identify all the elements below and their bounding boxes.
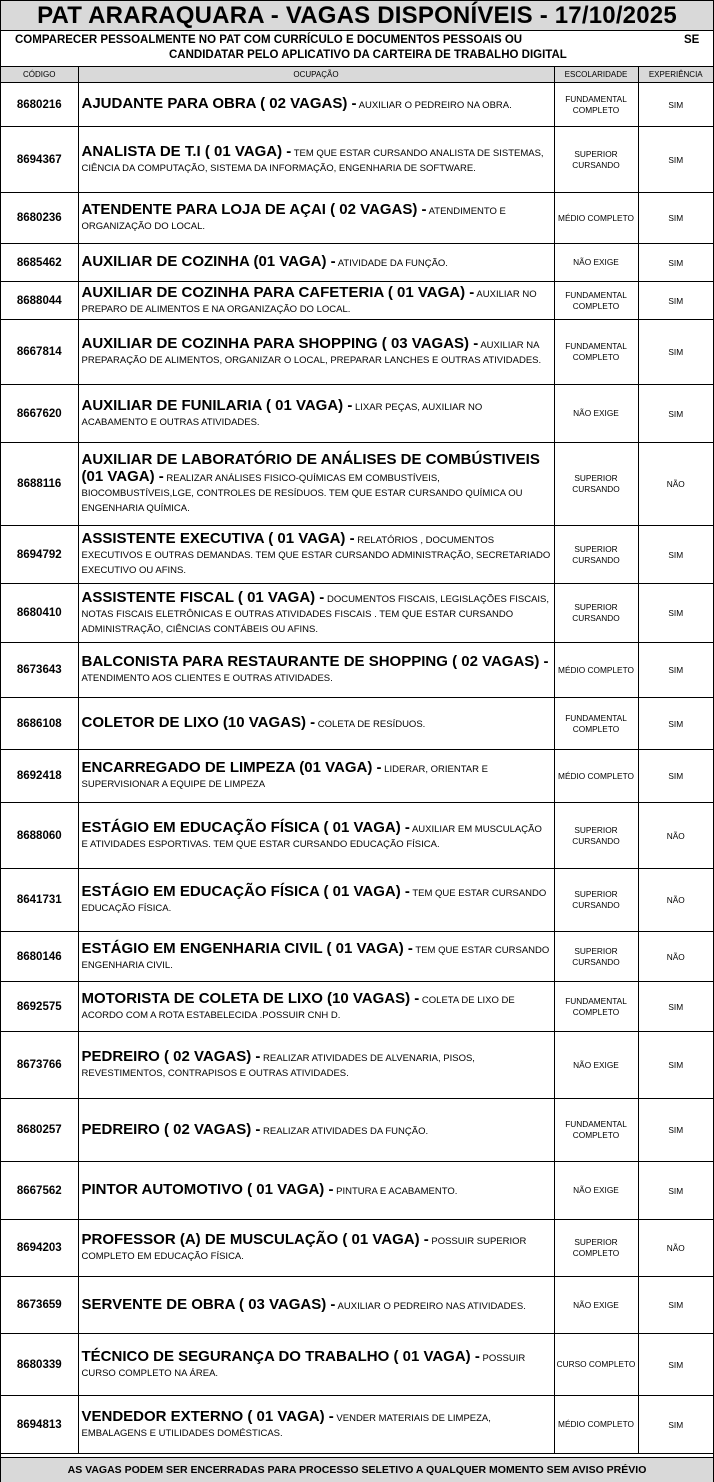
job-code: 8641731 (1, 869, 78, 932)
instruction-line-2: CANDIDATAR PELO APLICATIVO DA CARTEIRA DE TRABALHO DIGITAL (169, 49, 567, 61)
job-code: 8688044 (1, 282, 78, 320)
job-education: FUNDAMENTAL COMPLETO (554, 698, 638, 750)
job-code: 8673659 (1, 1277, 78, 1334)
table-row (1, 193, 713, 244)
job-occupation (78, 932, 554, 982)
job-description: LIXAR PEÇAS, AUXILIAR NO ACABAMENTO E OUTRAS ATIVIDADES. (81, 401, 483, 428)
job-description: AUXILIAR NA PREPARAÇÃO DE ALIMENTOS, ORGANIZAR O LOCAL, PREPARAR LANCHES E OUTRAS ATIVIDADES. (81, 340, 542, 366)
job-education: FUNDAMENTAL COMPLETO (554, 1099, 638, 1162)
job-occupation (78, 584, 554, 643)
job-experience: SIM (638, 1162, 713, 1220)
job-description: POSSUIR CURSO COMPLETO NA ÁREA. (81, 1352, 526, 1379)
footer-note: AS VAGAS PODEM SER ENCERRADAS PARA PROCESSO SELETIVO A QUALQUER MOMENTO SEM AVISO PRÉVIO (1, 1457, 713, 1482)
job-code: 8680339 (1, 1334, 78, 1396)
job-education: FUNDAMENTAL COMPLETO (554, 982, 638, 1032)
job-title: AUXILIAR DE COZINHA PARA SHOPPING ( 03 VAGAS) - (81, 335, 479, 352)
job-occupation (78, 127, 554, 193)
job-description: REALIZAR ATIVIDADES DE ALVENARIA, PISOS, REVESTIMENTOS, CONTRAPISOS E OUTRAS ATIVIDADES. (81, 1053, 475, 1079)
job-code: 8694203 (1, 1220, 78, 1277)
job-title: ASSISTENTE FISCAL ( 01 VAGA) - (81, 588, 325, 606)
job-experience: NÃO (638, 443, 713, 526)
job-description: ATENDIMENTO AOS CLIENTES E OUTRAS ATIVIDADES. (81, 673, 333, 684)
job-title: MOTORISTA DE COLETA DE LIXO (10 VAGAS) - (81, 989, 420, 1007)
table-header-row (1, 67, 713, 83)
job-description: ATIVIDADE DA FUNÇÃO. (335, 258, 448, 269)
job-title: BALCONISTA PARA RESTAURANTE DE SHOPPING ( 02 VAGAS) - (81, 653, 549, 670)
job-occupation (78, 698, 554, 750)
job-description: AUXILIAR O PEDREIRO NAS ATIVIDADES. (335, 1300, 526, 1312)
job-title: COLETOR DE LIXO (10 VAGAS) - (81, 714, 316, 731)
job-education: MÉDIO COMPLETO (554, 750, 638, 803)
job-title: ATENDENTE PARA LOJA DE AÇAI ( 02 VAGAS) - (81, 201, 427, 218)
job-occupation (78, 643, 554, 698)
job-description: ATENDIMENTO E ORGANIZAÇÃO DO LOCAL. (81, 206, 506, 232)
job-description: COLETA DE LIXO DE ACORDO COM A ROTA ESTABELECIDA .POSSUIR CNH D. (81, 994, 515, 1021)
job-experience: SIM (638, 385, 713, 443)
job-experience: SIM (638, 244, 713, 282)
column-header-experience: EXPERIÊNCIA (638, 67, 713, 83)
table-row (1, 320, 713, 385)
job-title: PINTOR AUTOMOTIVO ( 01 VAGA) - (81, 1181, 334, 1198)
page-title: PAT ARARAQUARA - VAGAS DISPONÍVEIS - 17/10/2025 (1, 1, 713, 31)
job-description: VENDER MATERIAIS DE LIMPEZA, EMBALAGENS E UTILIDADES DOMÉSTICAS. (81, 1412, 491, 1439)
job-education: FUNDAMENTAL COMPLETO (554, 282, 638, 320)
job-experience: SIM (638, 698, 713, 750)
job-education: NÃO EXIGE (554, 244, 638, 282)
job-title: AJUDANTE PARA OBRA ( 02 VAGAS) - (81, 95, 357, 112)
job-education: SUPERIOR CURSANDO (554, 443, 638, 526)
table-row (1, 443, 713, 526)
table-row (1, 1099, 713, 1162)
job-education: NÃO EXIGE (554, 1162, 638, 1220)
column-header-code: CÓDIGO (1, 67, 78, 83)
table-row (1, 385, 713, 443)
job-experience: SIM (638, 643, 713, 698)
job-experience: NÃO (638, 932, 713, 982)
table-row (1, 1277, 713, 1334)
job-description: TEM QUE ESTAR CURSANDO EDUCAÇÃO FÍSICA. (81, 888, 547, 914)
job-occupation (78, 385, 554, 443)
job-education: NÃO EXIGE (554, 1277, 638, 1334)
column-header-education: ESCOLARIDADE (554, 67, 638, 83)
job-code: 8688060 (1, 803, 78, 869)
job-education: SUPERIOR CURSANDO (554, 584, 638, 643)
job-title: PEDREIRO ( 02 VAGAS) - (81, 1120, 261, 1138)
job-education: NÃO EXIGE (554, 385, 638, 443)
job-code: 8694792 (1, 526, 78, 584)
job-education: FUNDAMENTAL COMPLETO (554, 83, 638, 127)
job-education: CURSO COMPLETO (554, 1334, 638, 1396)
job-description: LIDERAR, ORIENTAR E SUPERVISIONAR A EQUIPE DE LIMPEZA (81, 764, 488, 790)
job-occupation (78, 1099, 554, 1162)
job-occupation (78, 83, 554, 127)
job-code: 8680236 (1, 193, 78, 244)
job-education: MÉDIO COMPLETO (554, 193, 638, 244)
table-row (1, 1334, 713, 1396)
job-code: 8673643 (1, 643, 78, 698)
job-occupation (78, 869, 554, 932)
job-title: ASSISTENTE EXECUTIVA ( 01 VAGA) - (81, 530, 355, 547)
table-row (1, 1396, 713, 1454)
table-row (1, 750, 713, 803)
job-experience: SIM (638, 193, 713, 244)
job-code: 8692575 (1, 982, 78, 1032)
table-row (1, 282, 713, 320)
job-education: SUPERIOR CURSANDO (554, 127, 638, 193)
job-code: 8667814 (1, 320, 78, 385)
job-occupation (78, 982, 554, 1032)
table-row (1, 698, 713, 750)
table-row (1, 932, 713, 982)
job-description: AUXILIAR NO PREPARO DE ALIMENTOS E NA ORGANIZAÇÃO DO LOCAL. (81, 288, 537, 315)
job-code: 8685462 (1, 244, 78, 282)
job-experience: SIM (638, 750, 713, 803)
job-education: FUNDAMENTAL COMPLETO (554, 320, 638, 385)
table-row (1, 83, 713, 127)
instruction-se: SE (684, 34, 700, 46)
job-code: 8673766 (1, 1032, 78, 1099)
job-title: AUXILIAR DE FUNILARIA ( 01 VAGA) - (81, 396, 353, 414)
table-row (1, 244, 713, 282)
job-title: ESTÁGIO EM ENGENHARIA CIVIL ( 01 VAGA) - (81, 939, 413, 957)
job-occupation (78, 443, 554, 526)
job-description: RELATÓRIOS , DOCUMENTOS EXECUTIVOS E OUTRAS DEMANDAS. TEM QUE ESTAR CURSANDO ADMINISTRAÇÃO, SECRETARIADO EXECUTIVO OU AFINS. (81, 535, 551, 576)
job-education: SUPERIOR CURSANDO (554, 869, 638, 932)
job-experience: SIM (638, 1099, 713, 1162)
job-occupation (78, 193, 554, 244)
job-occupation (78, 244, 554, 282)
instructions (1, 31, 713, 67)
job-education: MÉDIO COMPLETO (554, 643, 638, 698)
job-experience: SIM (638, 282, 713, 320)
job-description: AUXILIAR O PEDREIRO NA OBRA. (356, 100, 512, 111)
job-education: MÉDIO COMPLETO (554, 1396, 638, 1454)
job-description: REALIZAR ANÁLISES FISICO-QUÍMICAS EM COMBUSTÍVEIS, BIOCOMBUSTÍVEIS,LGE, CONTROLES DE RESÍDUOS. TEM QUE ESTAR CURSANDO QUÍMICA OU ENGENHARIA QUÍMICA. (81, 473, 523, 514)
job-title: TÉCNICO DE SEGURANÇA DO TRABALHO ( 01 VAGA) - (81, 1347, 480, 1365)
job-experience: SIM (638, 1334, 713, 1396)
job-code: 8680216 (1, 83, 78, 127)
table-row (1, 127, 713, 193)
job-occupation (78, 320, 554, 385)
job-experience: SIM (638, 982, 713, 1032)
job-experience: SIM (638, 320, 713, 385)
job-title: ENCARREGADO DE LIMPEZA (01 VAGA) - (81, 759, 382, 776)
table-row (1, 584, 713, 643)
job-education: SUPERIOR CURSANDO (554, 932, 638, 982)
job-description: REALIZAR ATIVIDADES DA FUNÇÃO. (260, 1125, 429, 1137)
job-experience: SIM (638, 526, 713, 584)
job-occupation (78, 1220, 554, 1277)
job-title: ANALISTA DE T.I ( 01 VAGA) - (81, 142, 292, 160)
job-title: PEDREIRO ( 02 VAGAS) - (81, 1048, 261, 1065)
job-code: 8680257 (1, 1099, 78, 1162)
job-occupation (78, 526, 554, 584)
job-description: AUXILIAR EM MUSCULAÇÃO E ATIVIDADES ESPORTIVAS. TEM QUE ESTAR CURSANDO EDUCAÇÃO FÍSICA. (81, 823, 542, 850)
job-title: SERVENTE DE OBRA ( 03 VAGAS) - (81, 1295, 336, 1313)
job-description: COLETA DE RESÍDUOS. (315, 719, 426, 730)
job-code: 8692418 (1, 750, 78, 803)
job-description: DOCUMENTOS FISCAIS, LEGISLAÇÕES FISCAIS, NOTAS FISCAIS ELETRÔNICAS E OUTRAS ATIVIDADES FISCAIS . TEM QUE ESTAR CURSANDO ADMINISTRAÇÃO, CIÊNCIAS CONTÁBEIS OU AFINS. (81, 593, 550, 635)
job-code: 8694813 (1, 1396, 78, 1454)
job-occupation (78, 1032, 554, 1099)
job-code: 8688116 (1, 443, 78, 526)
column-header-occupation: OCUPAÇÃO (78, 67, 554, 83)
table-row (1, 1220, 713, 1277)
job-experience: SIM (638, 1277, 713, 1334)
jobs-table (1, 67, 713, 1454)
job-title: ESTÁGIO EM EDUCAÇÃO FÍSICA ( 01 VAGA) - (81, 818, 410, 836)
job-experience: SIM (638, 1396, 713, 1454)
job-occupation (78, 282, 554, 320)
job-code: 8680146 (1, 932, 78, 982)
table-row (1, 803, 713, 869)
job-title: ESTÁGIO EM EDUCAÇÃO FÍSICA ( 01 VAGA) - (81, 883, 410, 900)
job-title: AUXILIAR DE COZINHA PARA CAFETERIA ( 01 VAGA) - (81, 283, 475, 301)
job-title: PROFESSOR (A) DE MUSCULAÇÃO ( 01 VAGA) - (81, 1231, 429, 1248)
job-code: 8694367 (1, 127, 78, 193)
table-row (1, 982, 713, 1032)
job-code: 8667562 (1, 1162, 78, 1220)
table-row (1, 869, 713, 932)
jobs-table-body (1, 83, 713, 1454)
table-row (1, 1032, 713, 1099)
job-code: 8667620 (1, 385, 78, 443)
table-row (1, 643, 713, 698)
job-occupation (78, 1162, 554, 1220)
job-occupation (78, 803, 554, 869)
job-education: NÃO EXIGE (554, 1032, 638, 1099)
table-row (1, 526, 713, 584)
job-occupation (78, 1396, 554, 1454)
job-experience: SIM (638, 584, 713, 643)
job-description: TEM QUE ESTAR CURSANDO ANALISTA DE SISTEMAS, CIÊNCIA DA COMPUTAÇÃO, SISTEMA DA INFORMAÇÃO, ENGENHARIA DE SOFTWARE. (81, 147, 544, 174)
job-experience: NÃO (638, 869, 713, 932)
job-occupation (78, 750, 554, 803)
job-experience: SIM (638, 127, 713, 193)
job-occupation (78, 1277, 554, 1334)
job-code: 8680410 (1, 584, 78, 643)
job-education: SUPERIOR CURSANDO (554, 803, 638, 869)
job-description: TEM QUE ESTAR CURSANDO ENGENHARIA CIVIL. (81, 944, 550, 971)
instruction-line-1: COMPARECER PESSOALMENTE NO PAT COM CURRÍCULO E DOCUMENTOS PESSOAIS OU (15, 34, 523, 46)
job-title: VENDEDOR EXTERNO ( 01 VAGA) - (81, 1407, 334, 1425)
job-experience: SIM (638, 83, 713, 127)
job-title: AUXILIAR DE LABORATÓRIO DE ANÁLISES DE COMBÚSTIVEIS (01 VAGA) - (81, 451, 540, 485)
job-experience: NÃO (638, 1220, 713, 1277)
job-description: POSSUIR SUPERIOR COMPLETO EM EDUCAÇÃO FÍSICA. (81, 1236, 527, 1262)
job-education: SUPERIOR CURSANDO (554, 526, 638, 584)
job-experience: SIM (638, 1032, 713, 1099)
job-title: AUXILIAR DE COZINHA (01 VAGA) - (81, 253, 336, 270)
job-code: 8686108 (1, 698, 78, 750)
job-experience: NÃO (638, 803, 713, 869)
job-description: PINTURA E ACABAMENTO. (333, 1186, 458, 1197)
job-education: SUPERIOR COMPLETO (554, 1220, 638, 1277)
job-occupation (78, 1334, 554, 1396)
table-row (1, 1162, 713, 1220)
